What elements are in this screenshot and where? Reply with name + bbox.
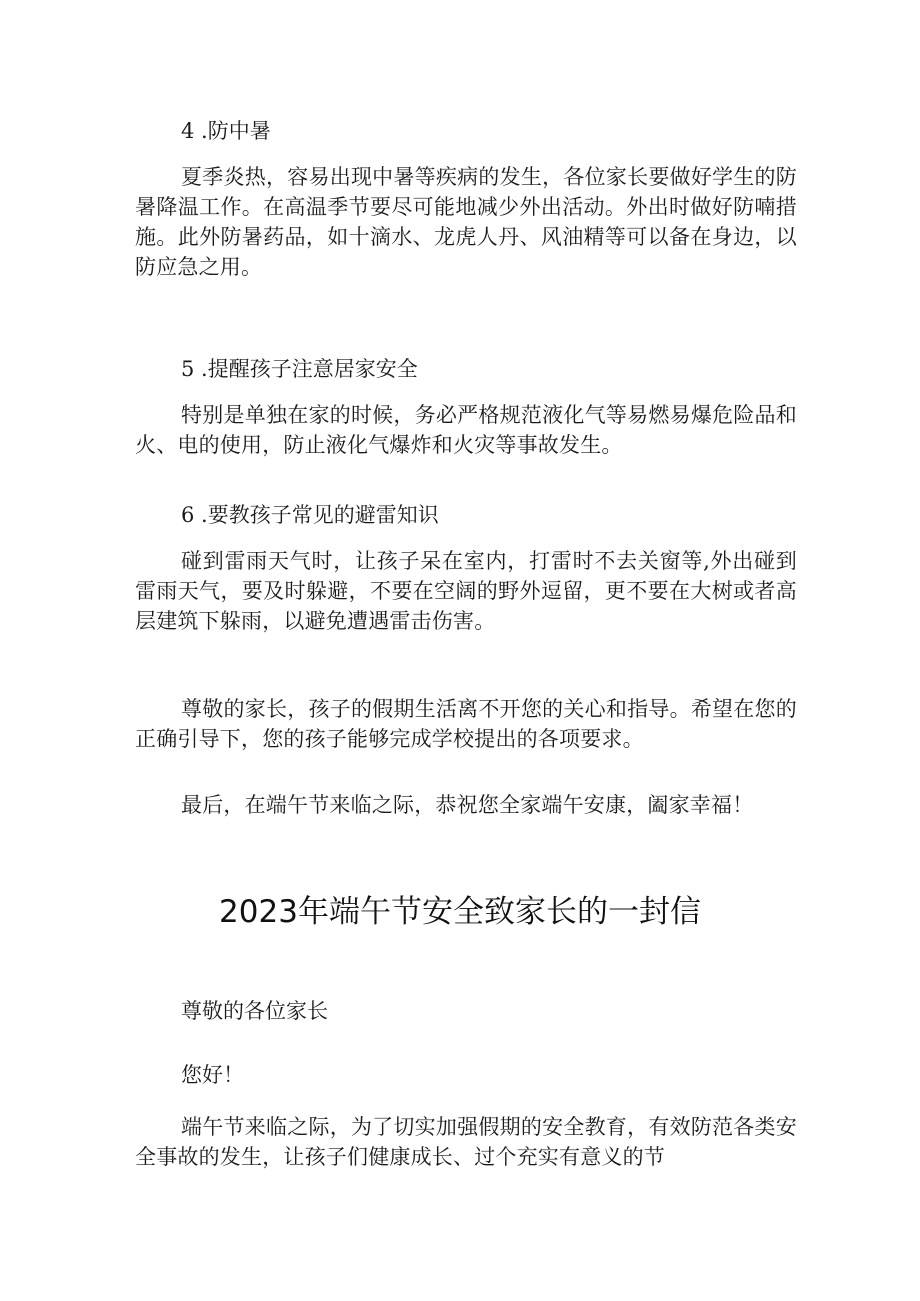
section-4-body: 夏季炎热，容易出现中暑等疾病的发生，各位家长要做好学生的防暑降温工作。在高温季节要尽可能地减少外出活动。外出时做好防喃措施。此外防暑药品，如十滴水、龙虎人丹、风油精等可以备在身边，以防应急之用。 bbox=[135, 165, 797, 279]
letter-title: 2023年端午节安全致家长的一封信 bbox=[219, 894, 701, 930]
closing-wishes: 最后，在端午节来临之际，恭祝您全家端午安康，阖家幸福！ bbox=[181, 793, 754, 817]
section-5-body: 特别是单独在家的时候，务必严格规范液化气等易燃易爆危险品和火、电的使用，防止液化气爆炸和火灾等事故发生。 bbox=[135, 403, 797, 457]
greeting: 您好！ bbox=[181, 1063, 244, 1087]
closing-paragraph: 尊敬的家长，孩子的假期生活离不开您的关心和指导。希望在您的正确引导下，您的孩子能够完成学校提出的各项要求。 bbox=[135, 697, 797, 751]
intro-paragraph: 端午节来临之际，为了切实加强假期的安全教育，有效防范各类安全事故的发生，让孩子们健康成长、过个充实有意义的节 bbox=[135, 1115, 797, 1169]
salutation: 尊敬的各位家长 bbox=[181, 999, 328, 1023]
section-4-heading: 4 .防中暑 bbox=[181, 119, 271, 143]
section-6-heading: 6 .要教孩子常见的避雷知识 bbox=[181, 503, 439, 527]
section-6-body: 碰到雷雨天气时，让孩子呆在室内，打雷时不去关窗等,外出碰到雷雨天气，要及时躲避，不要在空阔的野外逗留，更不要在大树或者高层建筑下躲雨，以避免遭遇雷击伤害。 bbox=[135, 549, 797, 633]
section-5-heading: 5 .提醒孩子注意居家安全 bbox=[181, 357, 418, 381]
